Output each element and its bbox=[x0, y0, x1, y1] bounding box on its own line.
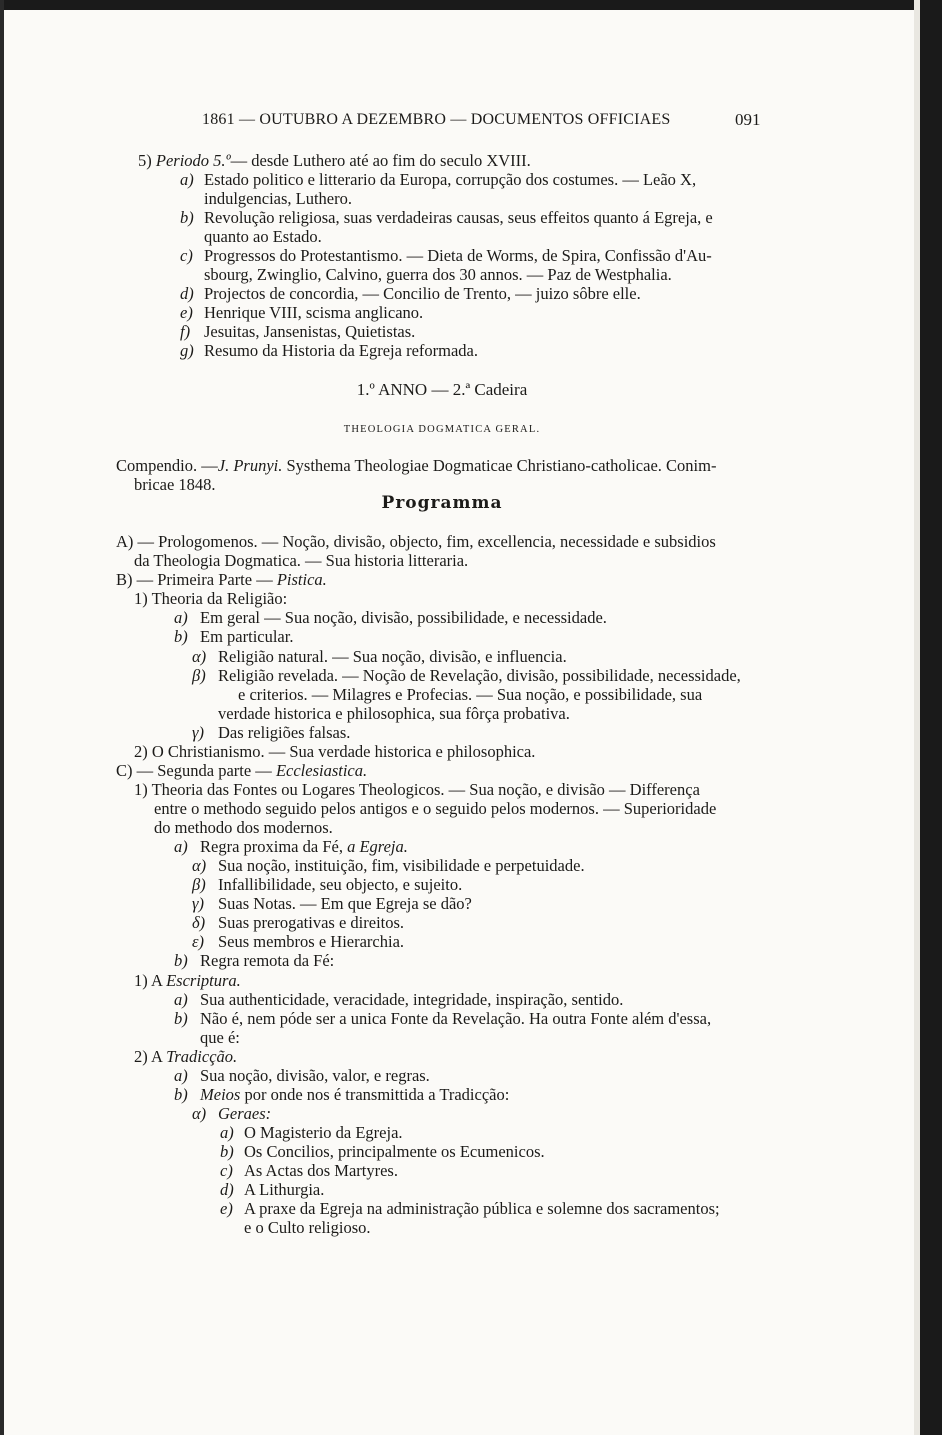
program-A-line1: A) — Prologomenos. — Noção, divisão, objecto, fim, excellencia, necessidade e subsidios bbox=[116, 532, 716, 551]
periodo-item-c: c) Progressos do Protestantismo. — Dieta de Worms, de Spira, Confissão d'Au- bbox=[180, 246, 712, 265]
program-C: C) — Segunda parte — Ecclesiastica. bbox=[116, 761, 368, 780]
compendio-author: J. Prunyi. bbox=[217, 456, 283, 475]
periodo-item-b: b) Revolução religiosa, suas verdadeiras causas, seus effeitos quanto á Egreja, e bbox=[180, 208, 713, 227]
program-beta-cont2: verdade historica e philosophica, sua fôrça probativa. bbox=[218, 704, 570, 723]
compendio-line2: bricae 1848. bbox=[134, 475, 216, 494]
program-tradiccao-b: b) Meios por onde nos é transmittida a Tradicção: bbox=[174, 1085, 510, 1104]
program-beta: β) Religião revelada. — Noção de Revelação, divisão, possibilidade, necessidade, bbox=[192, 666, 741, 685]
program-tradiccao-a: a) Sua noção, divisão, valor, e regras. bbox=[174, 1066, 430, 1085]
program-escriptura-b: b) Não é, nem póde ser a unica Fonte da Revelação. Ha outra Fonte além d'essa, bbox=[174, 1009, 712, 1028]
scan-border-top bbox=[0, 0, 942, 10]
program-escriptura: 1) A Escriptura. bbox=[134, 971, 241, 990]
program-C1-line1: 1) Theoria das Fontes ou Logares Theologicos. — Sua noção, e divisão — Differença bbox=[134, 780, 700, 799]
periodo-item-e: e) Henrique VIII, scisma anglicano. bbox=[180, 303, 424, 322]
program-beta-cont1: e criterios. — Milagres e Profecias. — Sua noção, e possibilidade, sua bbox=[238, 685, 703, 704]
program-geraes: α) Geraes: bbox=[192, 1104, 272, 1123]
scan-border-left bbox=[0, 0, 4, 1435]
program-C1a: a) Regra proxima da Fé, a Egreja. bbox=[174, 837, 408, 856]
program-B2: 2) O Christianismo. — Sua verdade historica e philosophica. bbox=[134, 742, 536, 761]
program-C1-line3: do methodo dos modernos. bbox=[154, 818, 333, 837]
compendio-line1: Compendio. —J. Prunyi. Systhema Theologiae Dogmaticae Christiano-catholicae. Conim- bbox=[116, 456, 717, 475]
geraes-item-c: c) As Actas dos Martyres. bbox=[220, 1161, 398, 1180]
scan-border-right bbox=[920, 0, 942, 1435]
program-C1-line2: entre o methodo seguido pelos antigos e o seguido pelos modernos. — Superioridade bbox=[154, 799, 717, 818]
program-gamma: γ) Das religiões falsas. bbox=[192, 723, 351, 742]
program-C1a-epsilon: ε) Seus membros e Hierarchia. bbox=[192, 932, 405, 951]
geraes-item-a: a) O Magisterio da Egreja. bbox=[220, 1123, 403, 1142]
program-B1b: b) Em particular. bbox=[174, 627, 294, 646]
periodo-5-heading bbox=[138, 151, 531, 170]
periodo-item-b-cont: quanto ao Estado. bbox=[204, 227, 322, 246]
geraes-item-b: b) Os Concilios, principalmente os Ecumenicos. bbox=[220, 1142, 545, 1161]
program-B: B) — Primeira Parte — Pistica. bbox=[116, 570, 327, 589]
program-B1: 1) Theoria da Religião: bbox=[134, 589, 288, 608]
program-C1a-alpha: α) Sua noção, instituição, fim, visibilidade e perpetuidade. bbox=[192, 856, 585, 875]
periodo-title-rest: — desde Luthero até ao fim do seculo XVIII. bbox=[230, 151, 531, 170]
section-heading: 1.º ANNO — 2.ª Cadeira bbox=[356, 380, 528, 399]
periodo-item-d: d) Projectos de concordia, — Concilio de Trento, — juizo sôbre elle. bbox=[180, 284, 641, 303]
program-A-line2: da Theologia Dogmatica. — Sua historia litteraria. bbox=[134, 551, 469, 570]
program-tradiccao: 2) A Tradicção. bbox=[134, 1047, 238, 1066]
running-header: 1861 — OUTUBRO A DEZEMBRO — DOCUMENTOS OFFICIAES bbox=[202, 111, 671, 128]
program-C1a-gamma: γ) Suas Notas. — Em que Egreja se dão? bbox=[192, 894, 472, 913]
program-escriptura-a: a) Sua authenticidade, veracidade, integridade, inspiração, sentido. bbox=[174, 990, 624, 1009]
section-subheading: THEOLOGIA DOGMATICA GERAL. bbox=[343, 424, 541, 435]
periodo-title: Periodo 5.º bbox=[155, 151, 231, 170]
geraes-item-e: e) A praxe da Egreja na administração pública e solemne dos sacramentos; bbox=[220, 1199, 720, 1218]
periodo-item-c-cont: sbourg, Zwinglio, Calvino, guerra dos 30 annos. — Paz de Westphalia. bbox=[204, 265, 672, 284]
geraes-item-d: d) A Lithurgia. bbox=[220, 1180, 325, 1199]
programma-title: Programma bbox=[381, 493, 503, 513]
page-number: 091 bbox=[735, 110, 761, 129]
program-B1a: a) Em geral — Sua noção, divisão, possibilidade, e necessidade. bbox=[174, 608, 607, 627]
periodo-label: 5) bbox=[138, 151, 152, 170]
program-C1a-delta: δ) Suas prerogativas e direitos. bbox=[192, 913, 405, 932]
program-alpha: α) Religião natural. — Sua noção, divisão, e influencia. bbox=[192, 647, 567, 666]
geraes-item-e-cont: e o Culto religioso. bbox=[244, 1218, 371, 1237]
periodo-item-f: f) Jesuitas, Jansenistas, Quietistas. bbox=[180, 322, 416, 341]
program-C1a-beta: β) Infallibilidade, seu objecto, e sujeito. bbox=[192, 875, 463, 894]
periodo-item-a: a) Estado politico e litterario da Europa, corrupção dos costumes. — Leão X, bbox=[180, 170, 697, 189]
periodo-item-a-cont: indulgencias, Luthero. bbox=[204, 189, 353, 208]
program-C1b: b) Regra remota da Fé: bbox=[174, 951, 335, 970]
periodo-item-g: g) Resumo da Historia da Egreja reformada. bbox=[180, 341, 478, 360]
program-escriptura-b-cont: que é: bbox=[200, 1028, 240, 1047]
